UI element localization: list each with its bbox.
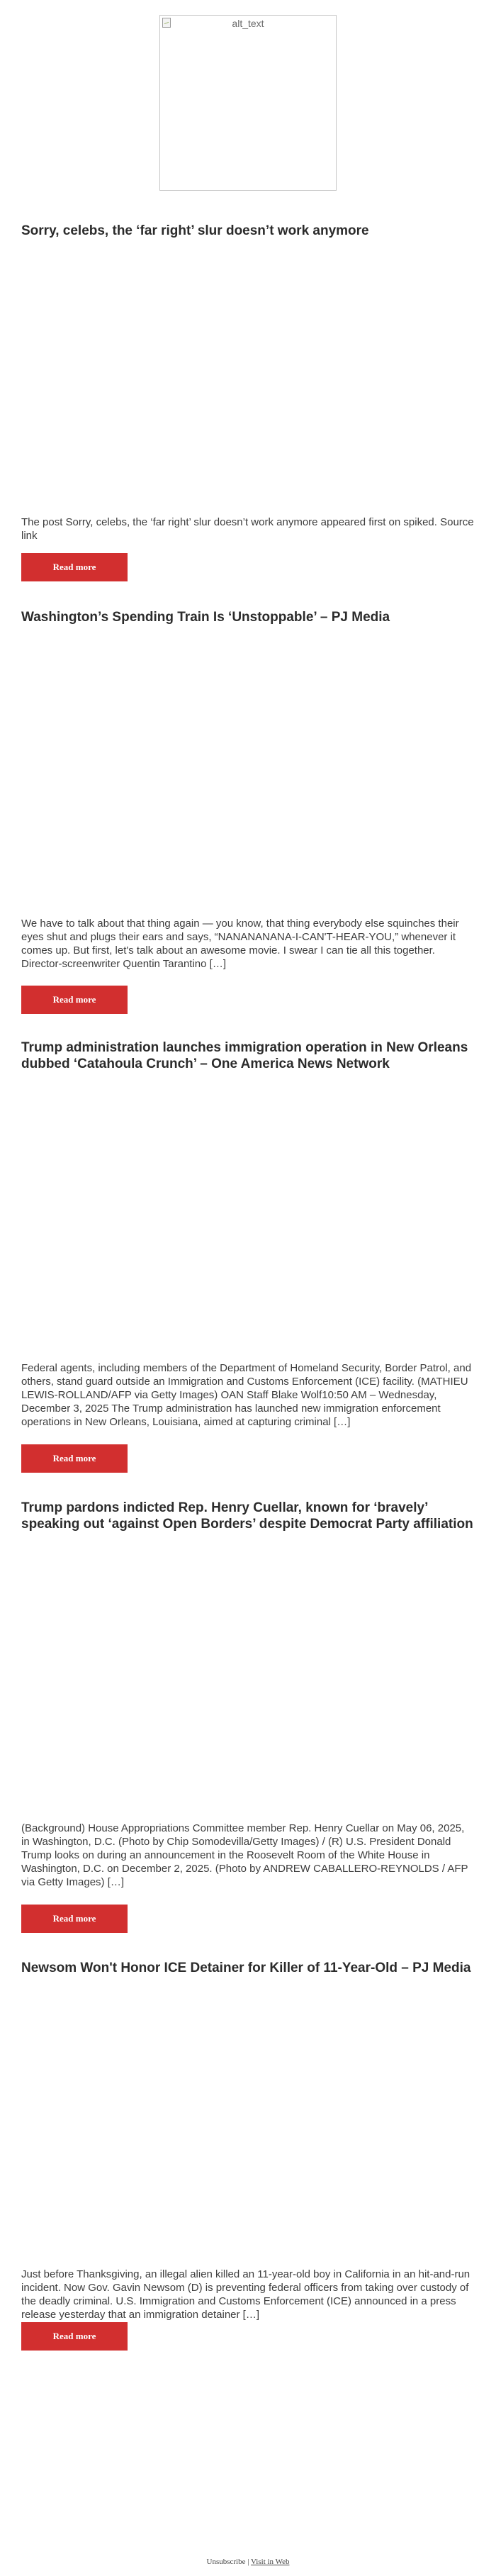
article-image[interactable] <box>21 1082 475 1351</box>
read-more-button[interactable]: Read more <box>21 2322 128 2351</box>
footer-separator: | <box>247 2558 249 2566</box>
article-image[interactable] <box>21 251 475 506</box>
article-image[interactable] <box>21 1542 475 1812</box>
article-image[interactable] <box>21 637 475 907</box>
unsubscribe-link[interactable]: Unsubscribe <box>206 2558 246 2566</box>
article-title[interactable]: Sorry, celebs, the ‘far right’ slur doesn’t work anymore <box>21 223 369 238</box>
article-summary: We have to talk about that thing again — you know, that thing everybody else squinches their eyes shut and plugs their ears and says, “NANANANANA-I-CAN'T-HEAR-YOU,” whenever it comes up. But first, let's talk about an awesome movie. I swear I can tie all this together. Director-screenwriter Quentin Tarantino […] <box>21 918 459 970</box>
read-more-button[interactable]: Read more <box>21 986 128 1014</box>
footer <box>0 2558 496 2566</box>
article-image[interactable] <box>21 1988 475 2258</box>
article-summary: Just before Thanksgiving, an illegal alien killed an 11-year-old boy in California in an hit-and-run incident. Now Gov. Gavin Newsom (D) is preventing federal officers from taking over custody of the deadly criminal. U.S. Immigration and Customs Enforcement (ICE) announced in a press release yesterday that an immigration detainer […] <box>21 2268 470 2321</box>
article-title[interactable]: Trump pardons indicted Rep. Henry Cuellar, known for ‘bravely’ speaking out ‘against Open Borders’ despite Democrat Party affiliation <box>21 1500 473 1532</box>
article-2 <box>21 609 475 1005</box>
header-logo <box>159 15 337 191</box>
article-4 <box>21 1500 475 1924</box>
article-title[interactable]: Newsom Won't Honor ICE Detainer for Killer of 11-Year-Old – PJ Media <box>21 1961 471 1975</box>
article-3 <box>21 1039 475 1463</box>
article-title[interactable]: Washington’s Spending Train Is ‘Unstoppable’ – PJ Media <box>21 610 390 625</box>
read-more-button[interactable]: Read more <box>21 1905 128 1933</box>
article-summary: The post Sorry, celebs, the ‘far right’ slur doesn’t work anymore appeared first on spiked. Source link <box>21 516 474 542</box>
article-5 <box>21 1960 475 2341</box>
view-in-web-link[interactable]: Visit in Web <box>251 2558 290 2566</box>
article-summary: (Background) House Appropriations Committee member Rep. Henry Cuellar on May 06, 2025, in Washington, D.C. (Photo by Chip Somodevilla/Getty Images) / (R) U.S. President Donald Trump looks on during an announcement in the Roosevelt Room of the White House in Washington, D.C. on December 2, 2025. (Photo by ANDREW CABALLERO-REYNOLDS / AFP via Getty Images) […] <box>21 1822 468 1888</box>
logo-alt-text: alt_text <box>232 18 264 29</box>
read-more-button[interactable]: Read more <box>21 1444 128 1473</box>
read-more-button[interactable]: Read more <box>21 553 128 581</box>
article-summary: Federal agents, including members of the Department of Homeland Security, Border Patrol, and others, stand guard outside an Immigration and Customs Enforcement (ICE) facility. (MATHIEU LEWIS-ROLLAND/AFP via Getty Images) OAN Staff Blake Wolf10:50 AM – Wednesday, December 3, 2025 The Trump administration has launched new immigration enforcement operations in New Orleans, Louisiana, aimed at capturing criminal […] <box>21 1362 472 1428</box>
article-title[interactable]: Trump administration launches immigration operation in New Orleans dubbed ‘Catahoula Crunch’ – One America News Network <box>21 1040 468 1071</box>
article-1 <box>21 223 475 572</box>
